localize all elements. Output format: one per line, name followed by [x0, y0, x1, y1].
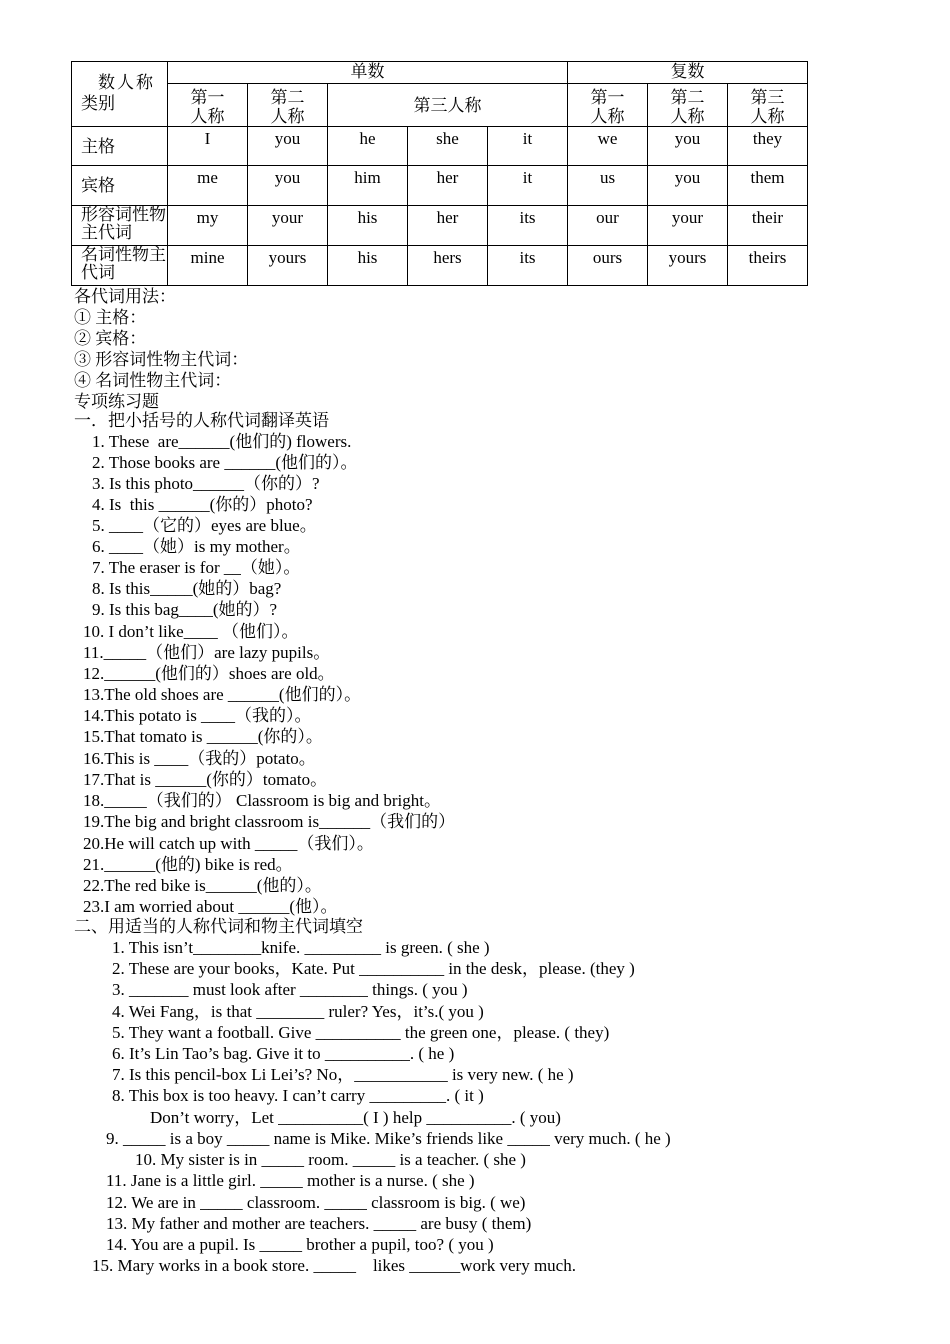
table-cell: your: [648, 206, 728, 246]
exercise-item: 7. Is this pencil-box Li Lei’s? No，___________ is very new. ( he ): [112, 1065, 574, 1084]
exercise-item: 18._____（我们的） Classroom is big and bright。: [83, 791, 441, 810]
exercise-item: 15.That tomato is ______(你的）。: [83, 727, 323, 746]
table-cell: his: [328, 246, 408, 286]
header-third-person: 第三人称: [328, 84, 568, 127]
table-cell: my: [168, 206, 248, 246]
exercise-item: 2. These are your books，Kate. Put __________ in the desk，please. (they ): [112, 959, 635, 978]
exercise-item: 15. Mary works in a book store. _____ likes ______work very much.: [92, 1256, 576, 1275]
exercise-item: 9. _____ is a boy _____ name is Mike. Mike’s friends like _____ very much. ( he ): [106, 1129, 671, 1148]
table-row-noun-possessive: [72, 246, 808, 286]
exercise-item: 3. _______ must look after ________ things. ( you ): [112, 980, 468, 999]
row-label: 主格: [72, 127, 168, 166]
table-cell: you: [648, 127, 728, 166]
table-cell: us: [568, 166, 648, 206]
exercise-item: 12. We are in _____ classroom. _____ classroom is big. ( we): [106, 1193, 526, 1212]
exercise-item: 3. Is this photo______（你的）?: [92, 474, 320, 493]
header-second-person-plural: 第二 人称: [648, 84, 728, 127]
row-label: 宾格: [72, 166, 168, 206]
table-cell: we: [568, 127, 648, 166]
exercise-item: Don’t worry，Let __________( I ) help __________. ( you): [150, 1108, 561, 1127]
exercise-item: 19.The big and bright classroom is______（我们的）: [83, 812, 456, 831]
table-cell: mine: [168, 246, 248, 286]
table-cell: you: [248, 127, 328, 166]
row-label: 名词性物主代词: [72, 246, 168, 286]
table-cell: ours: [568, 246, 648, 286]
table-cell: it: [488, 166, 568, 206]
exercise-item: 6. It’s Lin Tao’s bag. Give it to __________. ( he ): [112, 1044, 455, 1063]
plural-header: 复数: [568, 62, 808, 84]
table-row-subject: [72, 127, 808, 166]
section1-heading: 一．把小括号的人称代词翻译英语: [74, 411, 329, 430]
exercise-item: 1. This isn’t________knife. _________ is green. ( she ): [112, 938, 490, 957]
table-cell: her: [408, 206, 488, 246]
section2-heading: 二、用适当的人称代词和物主代词填空: [74, 917, 363, 936]
exercise-item: 21.______(他的) bike is red。: [83, 855, 293, 874]
exercise-item: 11. Jane is a little girl. _____ mother is a nurse. ( she ): [106, 1171, 475, 1190]
table-cell: hers: [408, 246, 488, 286]
table-cell: she: [408, 127, 488, 166]
exercise-item: 5. They want a football. Give __________ the green one，please. ( they): [112, 1023, 610, 1042]
usage-item: ① 主格：: [74, 308, 147, 327]
table-cell: your: [248, 206, 328, 246]
exercise-item: 14. You are a pupil. Is _____ brother a pupil, too? ( you ): [106, 1235, 494, 1254]
header-third-person-plural: 第三 人称: [728, 84, 808, 127]
exercise-item: 12.______(他们的）shoes are old。: [83, 664, 335, 683]
table-cell: he: [328, 127, 408, 166]
table-cell: its: [488, 246, 568, 286]
exercise-item: 13. My father and mother are teachers. _____ are busy ( them): [106, 1214, 532, 1233]
exercise-title: 专项练习题: [74, 392, 159, 411]
header-second-person: 第二 人称: [248, 84, 328, 127]
exercise-item: 14.This potato is ____（我的）。: [83, 706, 312, 725]
exercise-item: 20.He will catch up with _____（我们）。: [83, 834, 374, 853]
table-cell: her: [408, 166, 488, 206]
exercise-item: 8. Is this_____(她的）bag?: [92, 579, 282, 598]
header-first-person: 第一 人称: [168, 84, 248, 127]
usage-item: ④ 名词性物主代词：: [74, 371, 232, 390]
table-cell: they: [728, 127, 808, 166]
pronoun-table: [71, 61, 808, 286]
table-cell: our: [568, 206, 648, 246]
table-cell: his: [328, 206, 408, 246]
table-cell: I: [168, 127, 248, 166]
exercise-item: 5. ____（它的）eyes are blue。: [92, 516, 317, 535]
table-row-adjective-possessive: [72, 206, 808, 246]
row-label: 形容词性物主代词: [72, 206, 168, 246]
exercise-item: 7. The eraser is for __（她）。: [92, 558, 301, 577]
exercise-item: 4. Is this ______(你的）photo?: [92, 495, 313, 514]
table-corner-cell: [72, 62, 168, 127]
singular-header: 单数: [168, 62, 568, 84]
exercise-item: 2. Those books are ______(他们的）。: [92, 453, 358, 472]
table-cell: yours: [648, 246, 728, 286]
corner-bottom-label: 类别: [81, 94, 115, 113]
exercise-item: 1. These are______(他们的) flowers.: [92, 432, 352, 451]
exercise-item: 22.The red bike is______(他的）。: [83, 876, 322, 895]
table-cell: me: [168, 166, 248, 206]
usage-item: ③ 形容词性物主代词：: [74, 350, 249, 369]
exercise-item: 17.That is ______(你的）tomato。: [83, 770, 328, 789]
exercise-item: 4. Wei Fang，is that ________ ruler? Yes，it’s.( you ): [112, 1002, 484, 1021]
usage-item: ② 宾格：: [74, 329, 147, 348]
exercise-item: 6. ____（她）is my mother。: [92, 537, 301, 556]
table-cell: him: [328, 166, 408, 206]
exercise-item: 11._____（他们）are lazy pupils。: [83, 643, 331, 662]
header-first-person-plural: 第一 人称: [568, 84, 648, 127]
table-cell: you: [248, 166, 328, 206]
exercise-item: 9. Is this bag____(她的）?: [92, 600, 278, 619]
exercise-item: 16.This is ____（我的）potato。: [83, 749, 316, 768]
exercise-item: 8. This box is too heavy. I can’t carry _________. ( it ): [112, 1086, 484, 1105]
table-cell: them: [728, 166, 808, 206]
exercise-item: 10. I don’t like____ （他们）。: [83, 622, 299, 641]
table-cell: you: [648, 166, 728, 206]
usage-heading: 各代词用法：: [74, 287, 176, 306]
corner-top-label: 数人称: [98, 73, 155, 92]
table-cell: theirs: [728, 246, 808, 286]
table-cell: yours: [248, 246, 328, 286]
exercise-item: 23.I am worried about ______(他）。: [83, 897, 338, 916]
exercise-item: 10. My sister is in _____ room. _____ is a teacher. ( she ): [135, 1150, 526, 1169]
table-row-object: [72, 166, 808, 206]
table-cell: it: [488, 127, 568, 166]
table-cell: their: [728, 206, 808, 246]
exercise-item: 13.The old shoes are ______(他们的）。: [83, 685, 362, 704]
table-cell: its: [488, 206, 568, 246]
